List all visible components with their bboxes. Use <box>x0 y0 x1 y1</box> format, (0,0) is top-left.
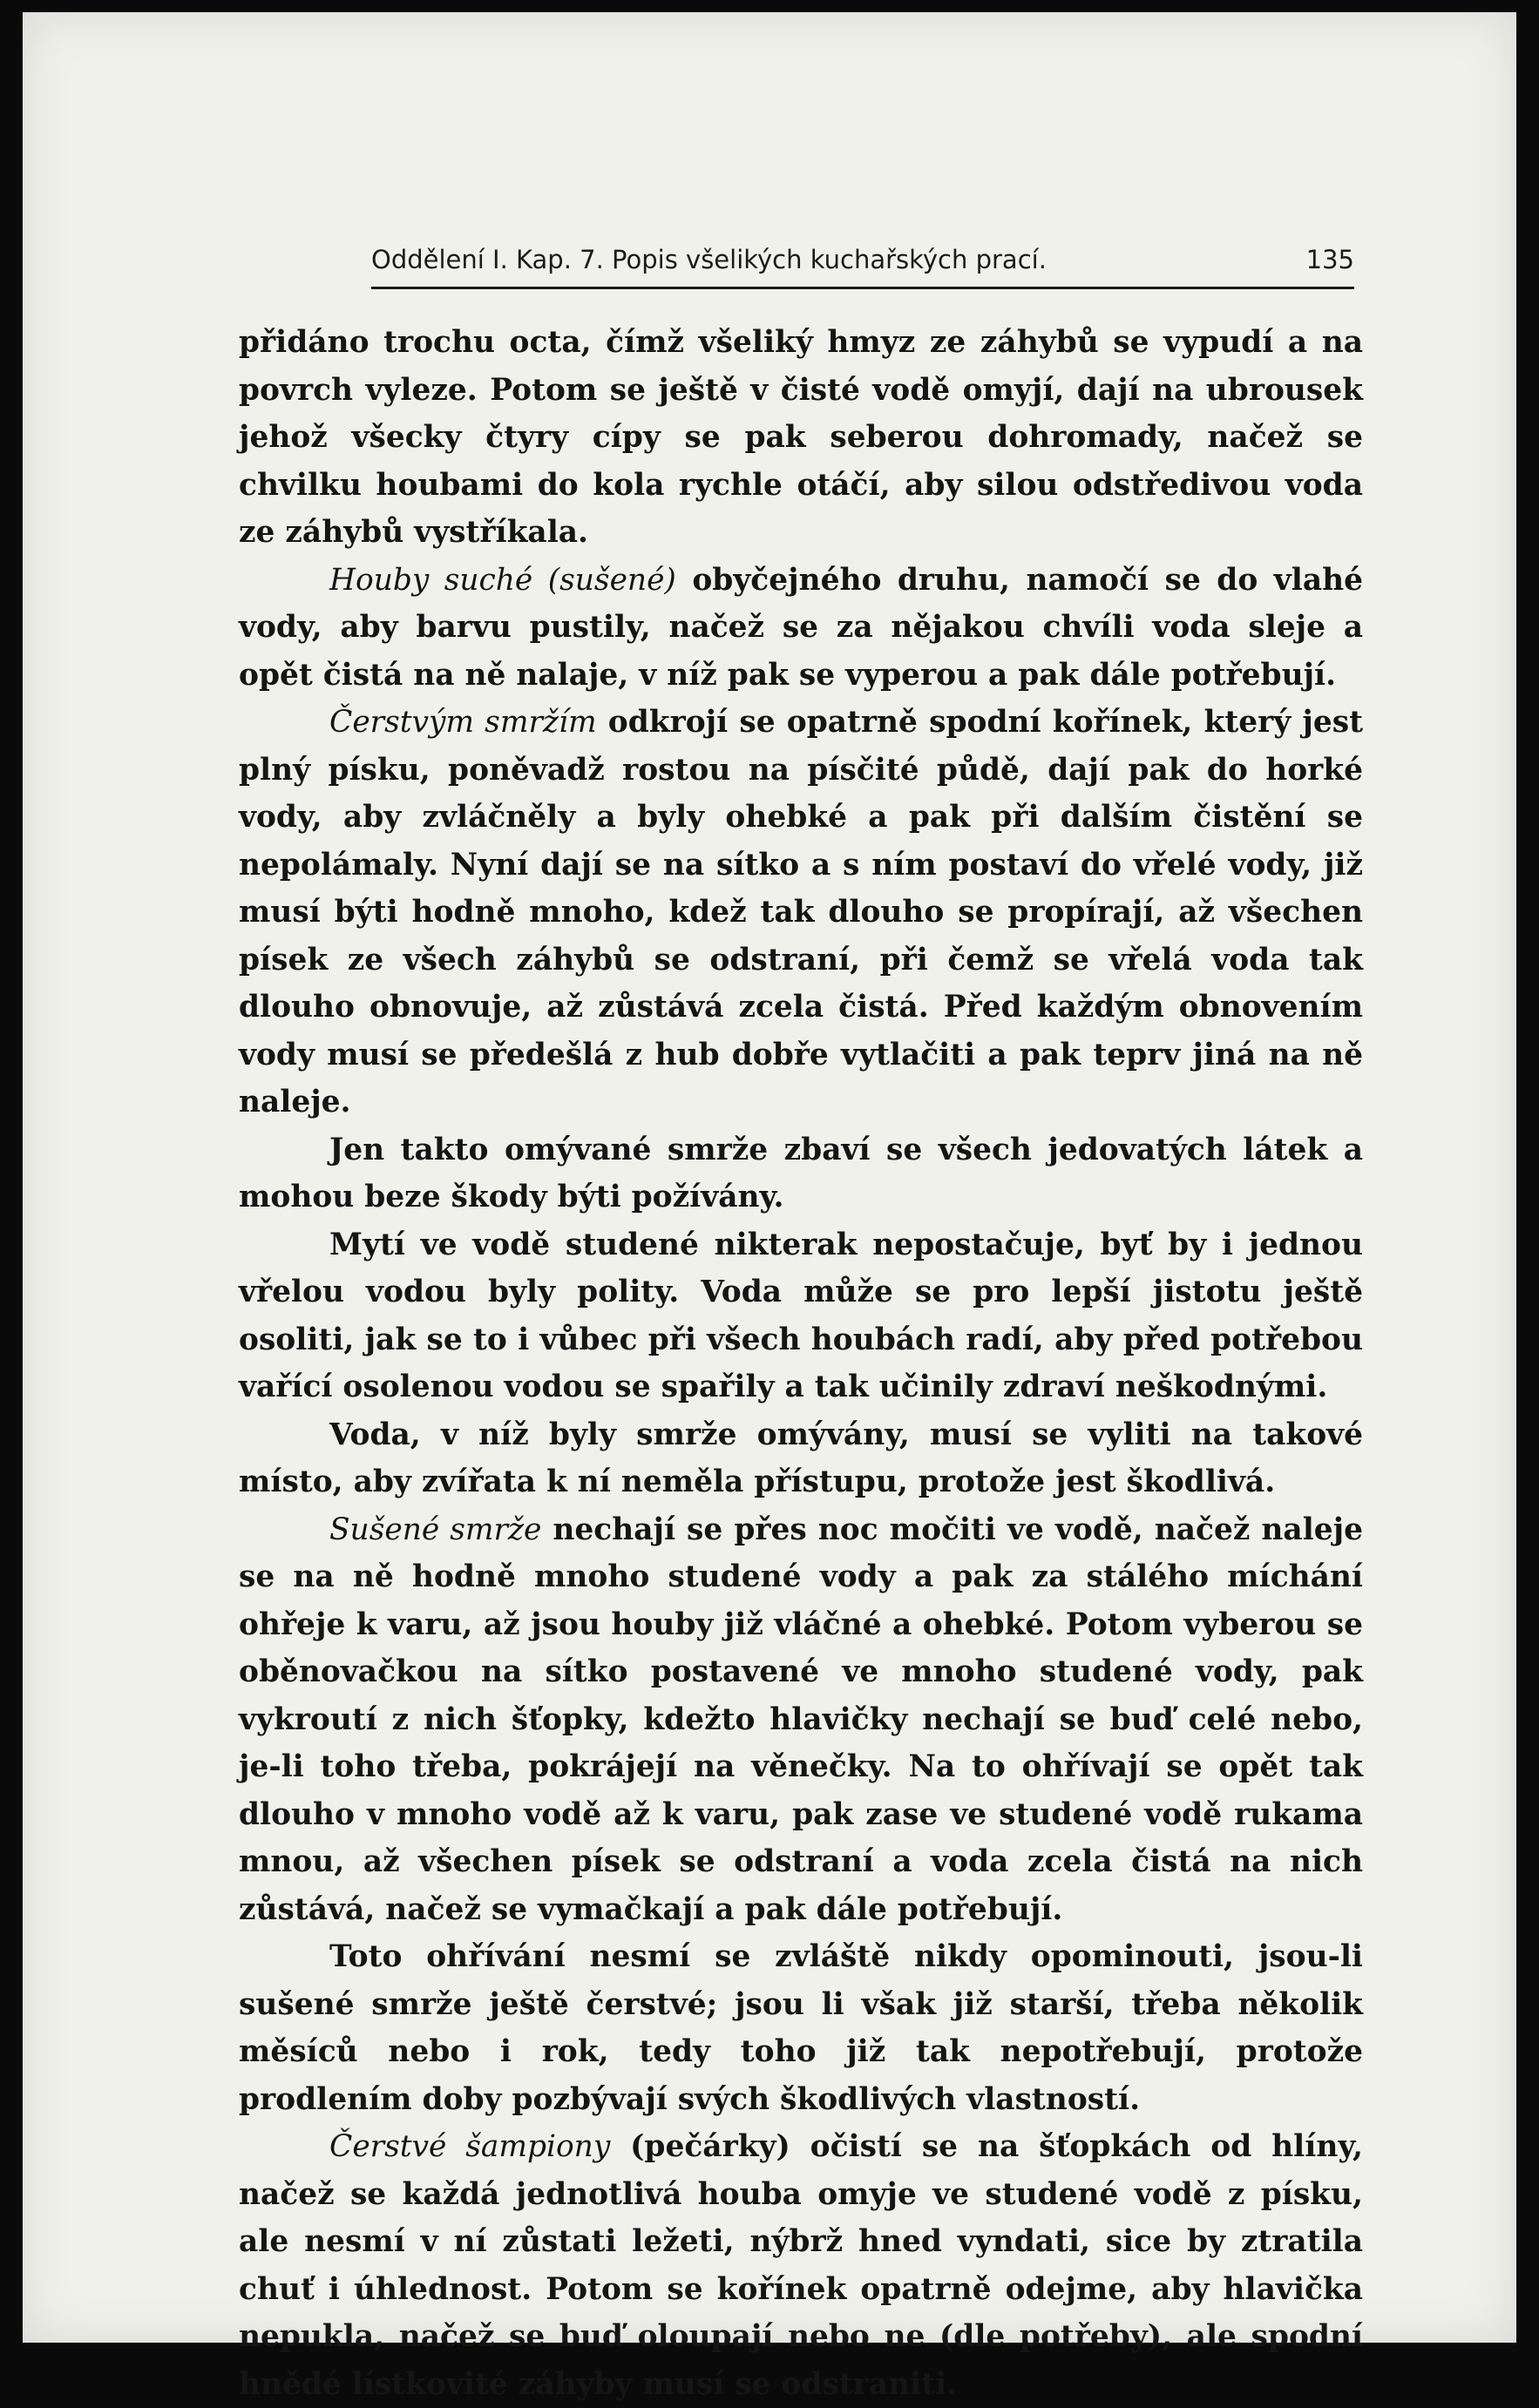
italic-lead: Čerstvé šampiony <box>329 2129 611 2164</box>
body-text <box>239 319 1363 2408</box>
paragraph: Toto ohřívání nesmí se zvláště nikdy opominouti, jsou-li sušené smrže ještě čerstvé; jsou li však již starší, třeba několik měsíců nebo i rok, tedy toho již tak nepotřebují, protože prodlením doby pozbývají svých škodlivých vlastností. <box>239 1939 1363 2117</box>
paragraph: Sušené smrže nechají se přes noc močiti ve vodě, načež naleje se na ně hodně mnoho studené vody a pak za stálého míchání ohřeje k varu, až jsou houby již vláčné a ohebké. Potom vyberou se oběnovačkou na sítko postavené ve mnoho studené vody, pak vykroutí z nich šťopky, kdežto hlavičky nechají se buď celé nebo, je-li toho třeba, pokrájejí na věnečky. Na to ohřívají se opět tak dlouho v mnoho vodě až k varu, pak zase ve studené vodě rukama mnou, až všechen písek se odstraní a voda zcela čistá na nich zůstává, načež se vymačkají a pak dále potřebují. <box>239 1512 1363 1927</box>
italic-lead: Houby suché (sušené) <box>329 562 676 598</box>
paragraph: Čerstvé šampiony (pečárky) očistí se na šťopkách od hlíny, načež se každá jednotlivá houba omyje ve studené vodě z písku, ale nesmí v ní zůstati ležeti, nýbrž hned vyndati, sice by ztratila chuť i úhlednost. Potom se kořínek opatrně odejme, aby hlavička nepukla, načež se buď oloupají nebo ne (dle potřeby), ale spodní hnědé lístkovité záhyby musí se odstraniti. <box>239 2129 1363 2402</box>
paragraph: Jen takto omývané smrže zbaví se všech jedovatých látek a mohou beze škody býti požívány. <box>239 1132 1363 1214</box>
page-number: 135 <box>1305 245 1354 274</box>
paragraph: přidáno trochu octa, čímž všeliký hmyz ze záhybů se vypudí a na povrch vyleze. Potom se ještě v čisté vodě omyjí, dají na ubrousek jehož všecky čtyry cípy se pak seberou dohromady, načež se chvilku houbami do kola rychle otáčí, aby silou odstředivou voda ze záhybů vystříkala. <box>239 325 1363 550</box>
paragraph: Mytí ve vodě studené nikterak nepostačuje, byť by i jednou vřelou vodou byly polity. Voda může se pro lepší jistotu ještě osoliti, jak se to i vůbec při všech houbách radí, aby před potřebou vařící osolenou vodou se spařily a tak učinily zdraví neškodnými. <box>239 1227 1363 1404</box>
italic-lead: Čerstvým smržím <box>329 705 597 740</box>
running-title: Oddělení I. Kap. 7. Popis všelikých kuchařských prací. <box>371 245 1047 274</box>
book-page <box>23 12 1516 2402</box>
page-header <box>371 243 1354 289</box>
italic-lead: Sušené smrže <box>329 1512 542 1547</box>
paragraph: Čerstvým smržím odkrojí se opatrně spodní kořínek, který jest plný písku, poněvadž rostou na písčité půdě, dají pak do horké vody, aby zvláčněly a byly ohebké a pak při dalším čistění se nepolámaly. Nyní dají se na sítko a s ním postaví do vřelé vody, již musí býti hodně mnoho, kdež tak dlouho se propírají, až všechen písek ze všech záhybů se odstraní, při čemž se vřelá voda tak dlouho obnovuje, až zůstává zcela čistá. Před každým obnovením vody musí se předešlá z hub dobře vytlačiti a pak teprv jiná na ně naleje. <box>239 705 1363 1119</box>
paragraph: Houby suché (sušené) obyčejného druhu, namočí se do vlahé vody, aby barvu pustily, načež se za nějakou chvíli voda sleje a opět čistá na ně nalaje, v níž pak se vyperou a pak dále potřebují. <box>239 562 1363 693</box>
paragraph: Voda, v níž byly smrže omývány, musí se vyliti na takové místo, aby zvířata k ní neměla přístupu, protože jest škodlivá. <box>239 1417 1363 1499</box>
